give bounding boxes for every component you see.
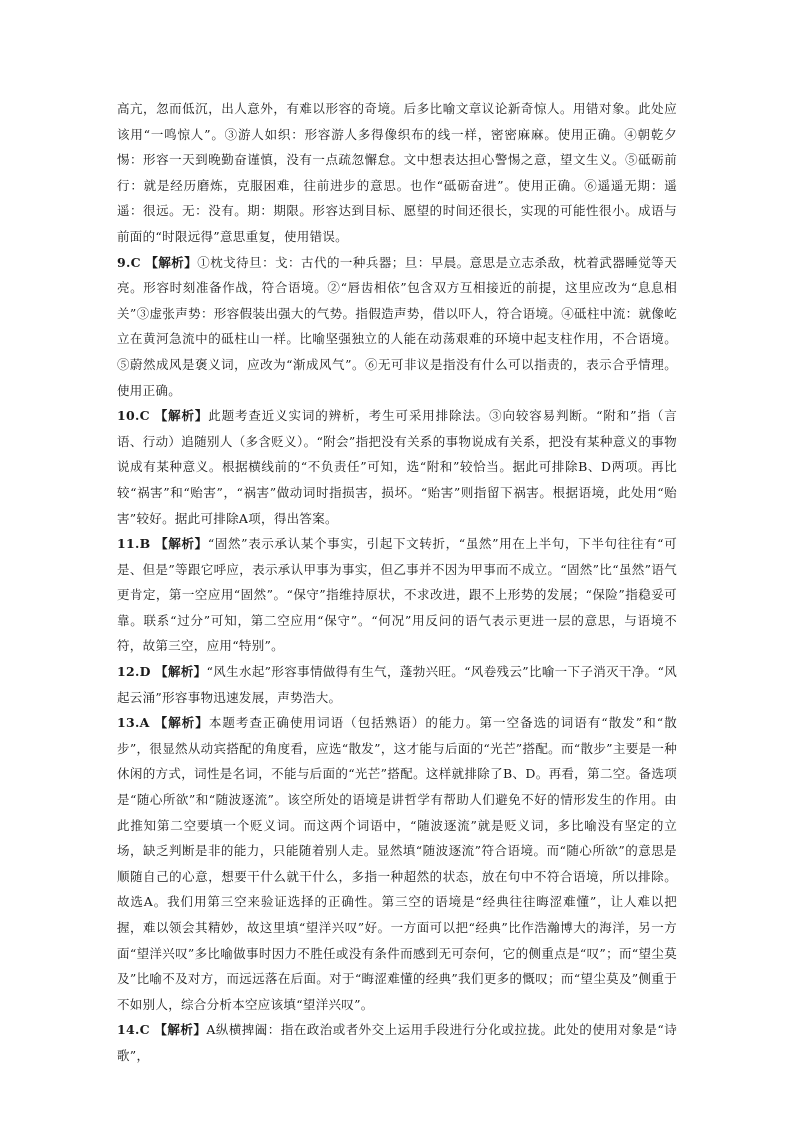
paragraph-text: A纵横捭阖：指在政治或者外交上运用手段进行分化或拉拢。此处的使用对象是“诗歌”， (117, 1022, 678, 1063)
answer-item-10 (117, 403, 677, 531)
answer-item-9 (117, 250, 677, 404)
paragraph-text: 高亢，忽而低沉，出人意外，有难以形容的奇境。后多比喻文章议论新奇惊人。用错对象。此处应该用“一鸣惊人”。③游人如织：形容游人多得像织布的线一样，密密麻麻。使用正确。④朝乾夕惕：形容一天到晚勤奋谨慎，没有一点疏忽懈怠。文中想表达担心警惕之意，望文生义。⑤砥砺前行：就是经历磨炼，克服困难，往前进步的意思。也作“砥砺奋进”。使用正确。⑥遥遥无期：遥遥：很远。无：没有。期：期限。形容达到目标、愿望的时间还很长，实现的可能性很小。成语与前面的“时限远得”意思重复，使用错误。 (117, 101, 677, 244)
paragraph-text: 本题考查正确使用词语（包括熟语）的能力。第一空备选的词语有“散发”和“散步”，很显然从动宾搭配的角度看，应选“散发”，这才能与后面的“光芒”搭配。而“散步”主要是一种休闲的方式，词性是名词，不能与后面的“光芒”搭配。这样就排除了B、D。再看，第二空。备选项是“随心所欲”和“随波逐流”。该空所处的语境是讲哲学有帮助人们避免不好的情形发生的作用。由此推知第二空要填一个贬义词。而这两个词语中，“随波逐流”就是贬义词，多比喻没有坚定的立场，缺乏判断是非的能力，只能随着别人走。显然填“随波逐流”符合语境。而“随心所欲”的意思是顺随自己的心意，想要干什么就干什么，多指一种超然的状态，放在句中不符合语境，所以排除。故选A。我们用第三空来验证选择的正确性。第三空的语境是“经典往往晦涩难懂”，让人难以把握，难以领会其精妙，故这里填“望洋兴叹”好。一方面可以把“经典”比作浩瀚博大的海洋，另一方面“望洋兴叹”多比喻做事时因力不胜任或没有条件而感到无可奈何，它的侧重点是“叹”；而“望尘莫及”比喻不及对方，而远远落在后面。对于“晦涩难懂的经典”我们更多的慨叹；而“望尘莫及”侧重于不如别人，综合分析本空应该填“望洋兴叹”。 (117, 715, 677, 1012)
analysis-tag: 【解析】 (145, 254, 198, 270)
analysis-tag: 【解析】 (155, 536, 208, 552)
question-number: 14.C (117, 1022, 150, 1038)
paragraph-text: ①枕戈待旦：戈：古代的一种兵器；旦：早晨。意思是立志杀敌，枕着武器睡觉等天亮。形容时刻准备作战，符合语境。②“唇齿相依”包含双方互相接近的前提，这里应改为“息息相关”③虚张声势：形容假装出强大的气势。指假造声势，借以吓人，符合语境。④砥柱中流：就像屹立在黄河急流中的砥柱山一样。比喻坚强独立的人能在动荡艰难的环境中起支柱作用，不合语境。⑤蔚然成风是褒义词，应改为“渐成风气”。⑥无可非议是指没有什么可以指责的，表示合乎情理。使用正确。 (117, 254, 677, 398)
paragraph-text: 此题考查近义实词的辨析，考生可采用排除法。③向较容易判断。“附和”指（言语、行动）追随别人（多含贬义）。“附会”指把没有关系的事物说成有关系，把没有某种意义的事物说成有某种意义。根据横线前的“不负责任”可知，选“附和”较恰当。据此可排除B、D两项。再比较“祸害”和“贻害”，“祸害”做动词时指损害，损坏。“贻害”则指留下祸害。根据语境，此处用“贻害”较好。据此可排除A项，得出答案。 (117, 408, 678, 526)
paragraph-text: “固然”表示承认某个事实，引起下文转折，“虽然”用在上半句，下半句往往有“可是、但是”等跟它呼应，表示承认甲事为事实，但乙事并不因为甲事而不成立。“固然”比“虽然”语气更肯定，第一空应用“固然”。“保守”指维持原状，不求改进，跟不上形势的发展；“保险”指稳妥可靠。联系“过分”可知，第二空应用“保守”。“何况”用反问的语气表示更进一层的意思，与语境不符，故第三空，应用“特别”。 (117, 536, 678, 654)
question-number: 11.B (117, 536, 151, 552)
analysis-tag: 【解析】 (154, 715, 209, 731)
answer-item-11 (117, 531, 677, 659)
question-number: 12.D (117, 664, 151, 680)
analysis-tag: 【解析】 (154, 408, 209, 424)
paragraph-continuation (117, 96, 677, 250)
answer-item-12 (117, 659, 677, 710)
document-page (117, 96, 677, 1069)
answer-item-13 (117, 710, 677, 1017)
analysis-tag: 【解析】 (154, 1022, 207, 1038)
question-number: 13.A (117, 715, 150, 731)
question-number: 9.C (117, 254, 141, 270)
analysis-tag: 【解析】 (155, 664, 207, 680)
paragraph-text: “风生水起”形容事情做得有生气，蓬勃兴旺。“风卷残云”比喻一下子消灭干净。“风起云涌”形容事物迅速发展，声势浩大。 (117, 664, 678, 705)
question-number: 10.C (117, 408, 150, 424)
answer-item-14 (117, 1017, 677, 1068)
